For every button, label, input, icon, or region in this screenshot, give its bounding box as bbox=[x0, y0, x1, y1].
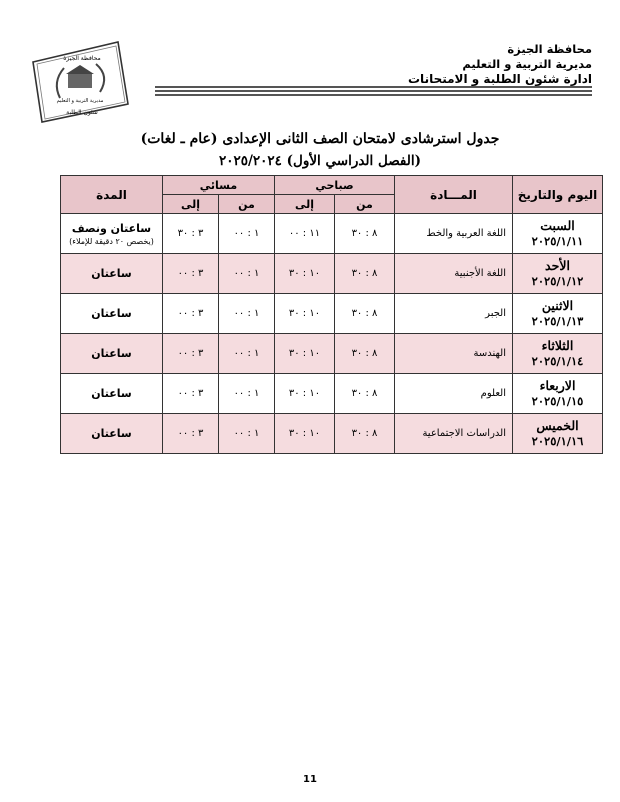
duration-cell: ساعتان bbox=[61, 414, 163, 454]
header-morning-to: إلى bbox=[275, 195, 335, 214]
subject-cell: الهندسة bbox=[395, 334, 513, 374]
morning-from-cell: ٨ : ٣٠ bbox=[335, 374, 395, 414]
header-morning: صباحي bbox=[275, 176, 395, 195]
table-row bbox=[61, 374, 603, 414]
directorate-header bbox=[292, 42, 592, 87]
day-date-cell bbox=[513, 374, 603, 414]
day-name: الاثنين bbox=[541, 298, 574, 313]
evening-from-cell: ١ : ٠٠ bbox=[219, 294, 275, 334]
table-row bbox=[61, 214, 603, 254]
evening-from-cell: ١ : ٠٠ bbox=[219, 334, 275, 374]
evening-to-cell: ٣ : ٠٠ bbox=[163, 414, 219, 454]
morning-to-cell: ١٠ : ٣٠ bbox=[275, 334, 335, 374]
day-name: الاربعاء bbox=[539, 378, 576, 393]
morning-from-cell: ٨ : ٣٠ bbox=[335, 414, 395, 454]
morning-to-cell: ١٠ : ٣٠ bbox=[275, 294, 335, 334]
header-rule bbox=[155, 94, 592, 96]
header-duration: المدة bbox=[61, 176, 163, 214]
morning-from-cell: ٨ : ٣٠ bbox=[335, 334, 395, 374]
evening-to-cell: ٣ : ٣٠ bbox=[163, 214, 219, 254]
day-date-cell bbox=[513, 414, 603, 454]
day-name: الأحد bbox=[545, 258, 570, 273]
evening-from-cell: ١ : ٠٠ bbox=[219, 254, 275, 294]
header-evening-to: إلى bbox=[163, 195, 219, 214]
duration-text: ساعتان ونصف bbox=[71, 221, 152, 235]
morning-to-cell: ١٠ : ٣٠ bbox=[275, 414, 335, 454]
evening-to-cell: ٣ : ٠٠ bbox=[163, 254, 219, 294]
page-number: 11 bbox=[303, 774, 317, 785]
logo-mid-text: مديرية التربية و التعليم bbox=[56, 98, 104, 104]
day-name: الخميس bbox=[536, 418, 579, 433]
morning-to-cell: ١٠ : ٣٠ bbox=[275, 254, 335, 294]
morning-from-cell: ٨ : ٣٠ bbox=[335, 294, 395, 334]
exam-date: ٢٠٢٥/١/١١ bbox=[531, 234, 584, 248]
day-name: الثلاثاء bbox=[541, 338, 574, 353]
day-name: السبت bbox=[540, 218, 575, 233]
header-rule bbox=[155, 90, 592, 92]
exam-date: ٢٠٢٥/١/١٦ bbox=[531, 434, 584, 448]
evening-from-cell: ١ : ٠٠ bbox=[219, 374, 275, 414]
morning-from-cell: ٨ : ٣٠ bbox=[335, 214, 395, 254]
directorate-logo bbox=[30, 40, 130, 124]
evening-to-cell: ٣ : ٠٠ bbox=[163, 294, 219, 334]
subject-cell: الدراسات الاجتماعية bbox=[395, 414, 513, 454]
header-evening: مسائي bbox=[163, 176, 275, 195]
duration-cell: ساعتان bbox=[61, 334, 163, 374]
evening-to-cell: ٣ : ٠٠ bbox=[163, 334, 219, 374]
table-row bbox=[61, 294, 603, 334]
header-subject: المـــادة bbox=[395, 176, 513, 214]
evening-from-cell: ١ : ٠٠ bbox=[219, 214, 275, 254]
evening-from-cell: ١ : ٠٠ bbox=[219, 414, 275, 454]
page-subtitle: (الفصل الدراسي الأول) ٢٠٢٥/٢٠٢٤ bbox=[218, 153, 421, 169]
header-morning-from: من bbox=[335, 195, 395, 214]
subject-cell: اللغة العربية والخط bbox=[395, 214, 513, 254]
subject-cell: العلوم bbox=[395, 374, 513, 414]
duration-cell: ساعتان bbox=[61, 374, 163, 414]
exam-date: ٢٠٢٥/١/١٢ bbox=[531, 274, 584, 288]
page-title: جدول استرشادى لامتحان الصف الثانى الإعدادى (عام ـ لغات) bbox=[140, 131, 500, 147]
evening-to-cell: ٣ : ٠٠ bbox=[163, 374, 219, 414]
day-date-cell bbox=[513, 334, 603, 374]
governorate-label: محافظة الجيزة bbox=[507, 42, 592, 56]
day-date-cell bbox=[513, 254, 603, 294]
morning-to-cell: ١٠ : ٣٠ bbox=[275, 374, 335, 414]
exam-date: ٢٠٢٥/١/١٤ bbox=[531, 354, 584, 368]
logo-bottom-text: شئون الطلبة bbox=[66, 109, 98, 116]
duration-note: (يخصص ٢٠ دقيقة للإملاء) bbox=[69, 236, 154, 246]
duration-cell: ساعتان bbox=[61, 254, 163, 294]
header-evening-from: من bbox=[219, 195, 275, 214]
exam-date: ٢٠٢٥/١/١٣ bbox=[531, 314, 584, 328]
table-row bbox=[61, 334, 603, 374]
header-rule bbox=[155, 86, 592, 88]
header-day-date: اليوم والتاريخ bbox=[513, 176, 603, 214]
morning-to-cell: ١١ : ٠٠ bbox=[275, 214, 335, 254]
subject-cell: اللغة الأجنبية bbox=[395, 254, 513, 294]
duration-cell bbox=[61, 214, 163, 254]
morning-from-cell: ٨ : ٣٠ bbox=[335, 254, 395, 294]
table-row bbox=[61, 254, 603, 294]
exam-date: ٢٠٢٥/١/١٥ bbox=[531, 394, 584, 408]
duration-cell: ساعتان bbox=[61, 294, 163, 334]
subject-cell: الجبر bbox=[395, 294, 513, 334]
day-date-cell bbox=[513, 214, 603, 254]
table-row bbox=[61, 414, 603, 454]
day-date-cell bbox=[513, 294, 603, 334]
logo-top-text: محافظة الجيزة bbox=[63, 55, 101, 62]
directorate-label: مديرية التربية و التعليم bbox=[462, 57, 592, 71]
exam-schedule-table bbox=[60, 175, 603, 454]
department-label: ادارة شئون الطلبة و الامتحانات bbox=[408, 72, 592, 86]
